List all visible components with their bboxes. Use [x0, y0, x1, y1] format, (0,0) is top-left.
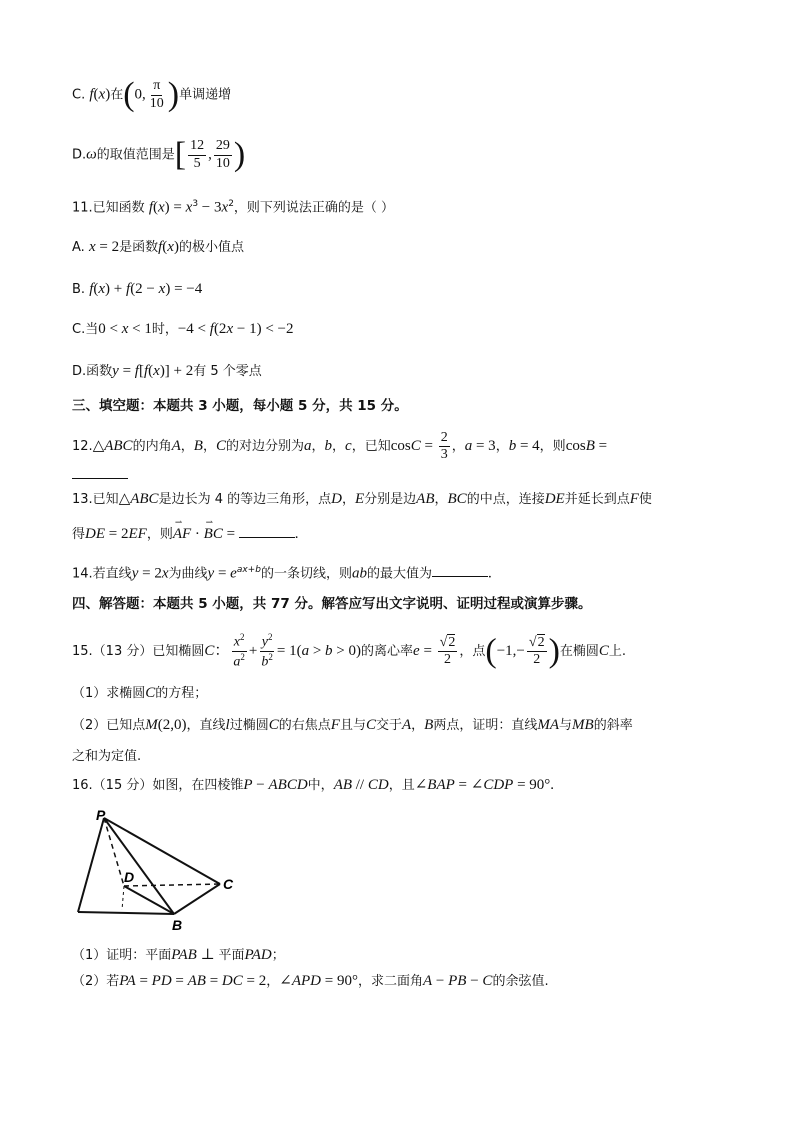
edge-CB — [174, 884, 220, 914]
edge-PC — [104, 818, 220, 884]
q11-option-d: D.函数y = f[f(x)] + 2有 5 个零点 — [72, 363, 262, 379]
q11-option-c: C.当0 < x < 1时，−4 < f(2x − 1) < −2 — [72, 321, 294, 337]
q11-option-a: A. x = 2是函数f(x)的极小值点 — [72, 239, 244, 255]
q12-answer-blank[interactable] — [72, 468, 128, 482]
edge-DB — [124, 886, 174, 914]
q13-answer-blank[interactable] — [239, 537, 295, 538]
edge-PB — [104, 818, 174, 914]
edge-DC-hidden — [124, 884, 220, 886]
q11-stem: 11.已知函数 $f(x) = x^3 - 3x^2$，则下列说法正确的是（ ） — [72, 199, 395, 216]
q12-stem: 12.△ABC的内角A，B，C的对边分别为a，b，c，已知cosC = $\frac{2}{3}$ ，a = 3，b = 4，则cosB = — [72, 430, 608, 463]
edge-PA — [78, 818, 104, 912]
q10-option-d: D.ω的取值范围是[ $\frac{12}{5}$ , $\frac{29}{10}$ ) — [72, 136, 246, 173]
label-B: B — [172, 917, 183, 933]
label-D: D — [124, 869, 135, 885]
q13-stem: 13.已知△ABC是边长为 4 的等边三角形，点D，E分别是边AB，BC的中点，连接DE并延长到点F使 — [72, 491, 652, 507]
q10-option-c: C. f(x)在(0, $\frac{\pi}{10}$ )单调递增 — [72, 76, 232, 113]
q15-part-2: （2）已知点M(2,0)，直线l过椭圆C的右焦点F且与C交于A，B两点，证明：直线MA与MB的斜率 — [72, 717, 633, 733]
q16-part-2: （2）若PA = PD = AB = DC = 2，∠APD = 90°，求二面角A − PB − C的余弦值. — [72, 973, 549, 989]
q15-part-1: （1）求椭圆C的方程； — [72, 685, 208, 701]
label-P: P — [96, 807, 106, 823]
pyramid-figure — [70, 800, 250, 935]
label-C: C — [223, 876, 234, 892]
edge-AB — [78, 912, 174, 914]
q16-part-1: （1）证明：平面PAB ⊥ 平面PAD； — [72, 947, 285, 963]
q13-stem-line2: 得DE = 2EF，则⇀ AF · ⇀ BC = . — [72, 527, 299, 542]
section-3-title: 三、填空题：本题共 3 小题，每小题 5 分，共 15 分。 — [72, 398, 408, 414]
section-4-title: 四、解答题：本题共 5 小题，共 77 分。解答应写出文字说明、证明过程或演算步骤。 — [72, 596, 592, 612]
q15-part-2-cont: 之和为定值. — [72, 749, 142, 764]
math-fx: f — [89, 86, 94, 103]
edge-AD-hidden — [122, 886, 124, 910]
q15-stem: 15.（13 分）已知椭圆C： $\frac{x^2}{a^2}$ + $\frac{y^2}{b^2}$ = 1(a > b > 0)的离心率e = $\frac{√2}{2}$ ，点(−1,− $\frac{√2}{2}$ )在椭圆C上. — [72, 632, 627, 670]
q14-stem: 14.若直线y = 2x为曲线$y = e^{ax+b}$的一条切线，则ab的最大值为 . — [72, 565, 492, 582]
fraction-pi-10: $\frac{\pi}{10}$ — [149, 78, 164, 111]
q11-option-b: B. f(x) + f(2 − x) = −4 — [72, 281, 203, 297]
q14-answer-blank[interactable] — [432, 576, 488, 577]
q16-stem: 16.（15 分）如图，在四棱锥P − ABCD中，AB // CD，且∠BAP = ∠CDP = 90°. — [72, 777, 555, 793]
